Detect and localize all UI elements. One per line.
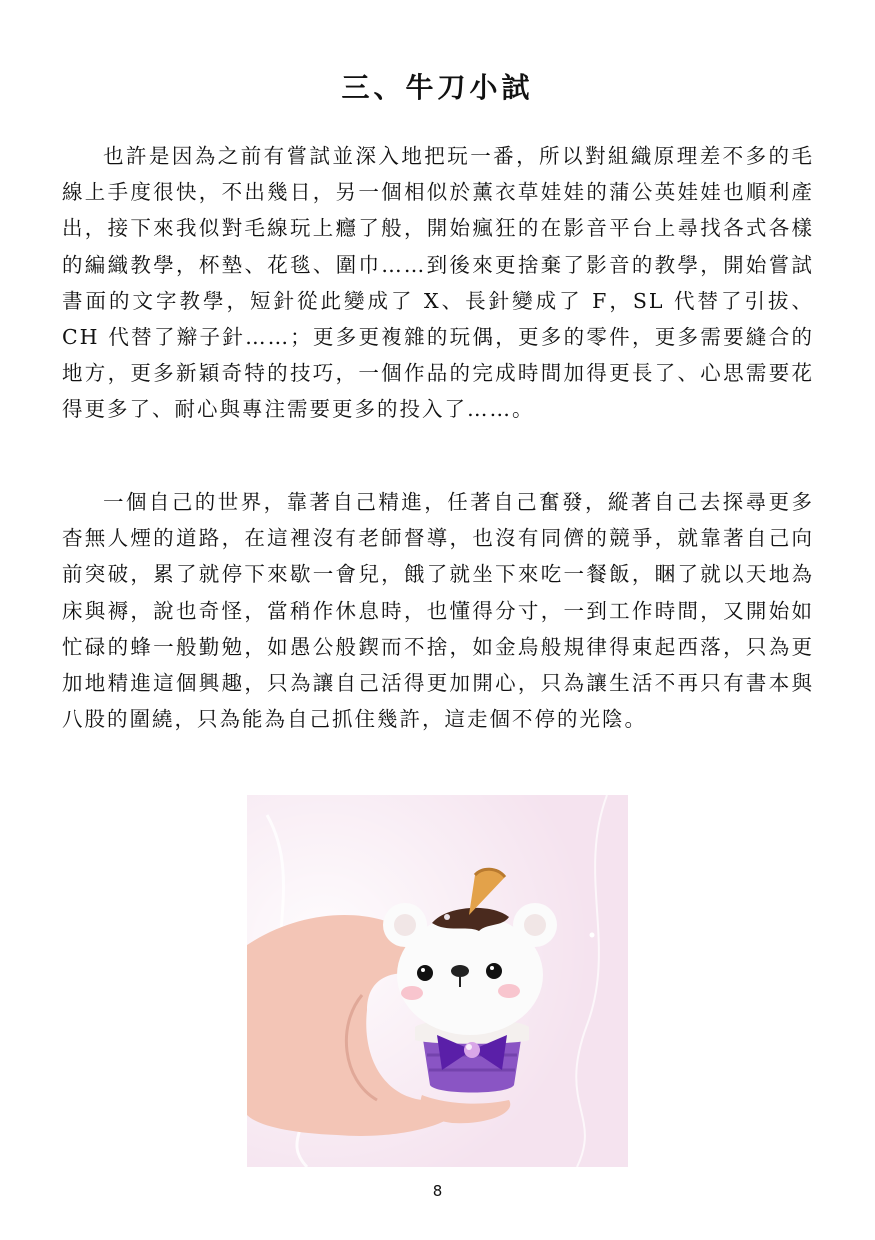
paragraph-1: 也許是因為之前有嘗試並深入地把玩一番，所以對組織原理差不多的毛線上手度很快，不出幾日，另一個相似於薰衣草娃娃的蒲公英娃娃也順利產出，接下來我似對毛線玩上癮了般，開始瘋狂的在影音平台上尋找各式各樣的編織教學，杯墊、花毯、圍巾……到後來更捨棄了影音的教學，開始嘗試書面的文字教學，短針從此變成了 X、長針變成了 F，SL 代替了引拔、CH 代替了辮子針……；更多更複雜的玩偶，更多的零件，更多需要縫合的地方，更多新穎奇特的技巧，一個作品的完成時間加得更長了、心思需要花得更多了、耐心與專注需要更多的投入了……。	[62, 144, 814, 422]
amigurumi-photo	[247, 795, 628, 1167]
section-title: 三、牛刀小試	[341, 71, 534, 104]
page-number: 8	[432, 1182, 443, 1200]
amigurumi-photo-illustration	[247, 795, 628, 1167]
paragraph-2: 一個自己的世界，靠著自己精進，任著自己奮發，縱著自己去探尋更多杳無人煙的道路，在這裡沒有老師督導，也沒有同儕的競爭，就靠著自己向前突破，累了就停下來歇一會兒，餓了就坐下來吃一餐飯，睏了就以天地為床與褥，說也奇怪，當稍作休息時，也懂得分寸，一到工作時間，又開始如忙碌的蜂一般勤勉，如愚公般鍥而不捨，如金烏般規律得東起西落，只為更加地精進這個興趣，只為讓自己活得更加開心，只為讓生活不再只有書本與八股的圍繞，只為能為自己抓住幾許，這走個不停的光陰。	[62, 490, 814, 732]
